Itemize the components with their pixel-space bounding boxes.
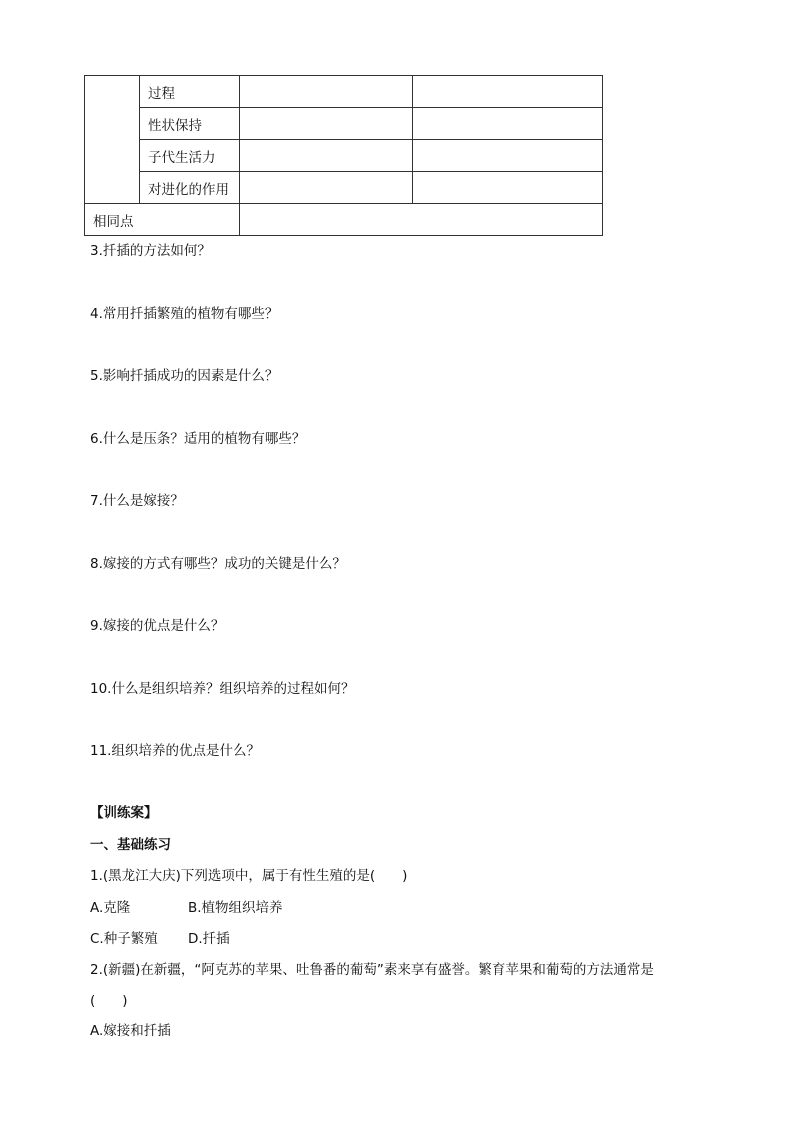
row-label: 过程 [140,76,240,108]
blank-cell [240,172,413,204]
section-heading: 一、基础练习 [90,837,171,853]
answer-blank: ( ) [90,993,128,1009]
exercise-1-options-row-2 [90,930,230,948]
comparison-table [84,75,603,236]
question-11: 11.组织培养的优点是什么？ [90,743,260,759]
blank-cell [413,140,603,172]
question-9: 9.嫁接的优点是什么？ [90,618,225,634]
option-c: C.种子繁殖 [90,931,158,947]
question-5: 5.影响扦插成功的因素是什么？ [90,368,279,384]
table-row [85,204,603,236]
row-label: 性状保持 [140,108,240,140]
blank-cell [240,140,413,172]
blank-cell [413,172,603,204]
training-title: 【训练案】 [90,805,158,821]
blank-cell [240,76,413,108]
question-8: 8.嫁接的方式有哪些？成功的关键是什么？ [90,556,346,572]
exercise-2-stem: 2.(新疆)在新疆，“阿克苏的苹果、吐鲁番的葡萄”素来享有盛誉。繁育苹果和葡萄的方法通常是 [90,962,654,978]
option-a: A.克隆 [90,900,131,916]
table-row [85,140,603,172]
blank-cell [413,108,603,140]
question-10: 10.什么是组织培养？组织培养的过程如何？ [90,681,355,697]
table-row [85,108,603,140]
option-b: B.植物组织培养 [188,900,283,916]
exercise-1-options-row-1 [90,899,283,917]
option-d: D.扦插 [188,931,230,947]
question-7: 7.什么是嫁接？ [90,493,184,509]
option-a: A.嫁接和扦插 [90,1023,171,1039]
common-label: 相同点 [85,204,240,236]
row-label: 子代生活力 [140,140,240,172]
table-row [85,172,603,204]
exercise-1-stem: 1.(黑龙江大庆)下列选项中，属于有性生殖的是( ) [90,868,408,884]
blank-cell [413,76,603,108]
blank-cell [240,108,413,140]
question-4: 4.常用扦插繁殖的植物有哪些？ [90,306,279,322]
question-3: 3.扦插的方法如何？ [90,243,211,259]
question-6: 6.什么是压条？适用的植物有哪些？ [90,431,306,447]
blank-cell [240,204,603,236]
row-label: 对进化的作用 [140,172,240,204]
merged-blank-cell [85,76,140,204]
table-row [85,76,603,108]
